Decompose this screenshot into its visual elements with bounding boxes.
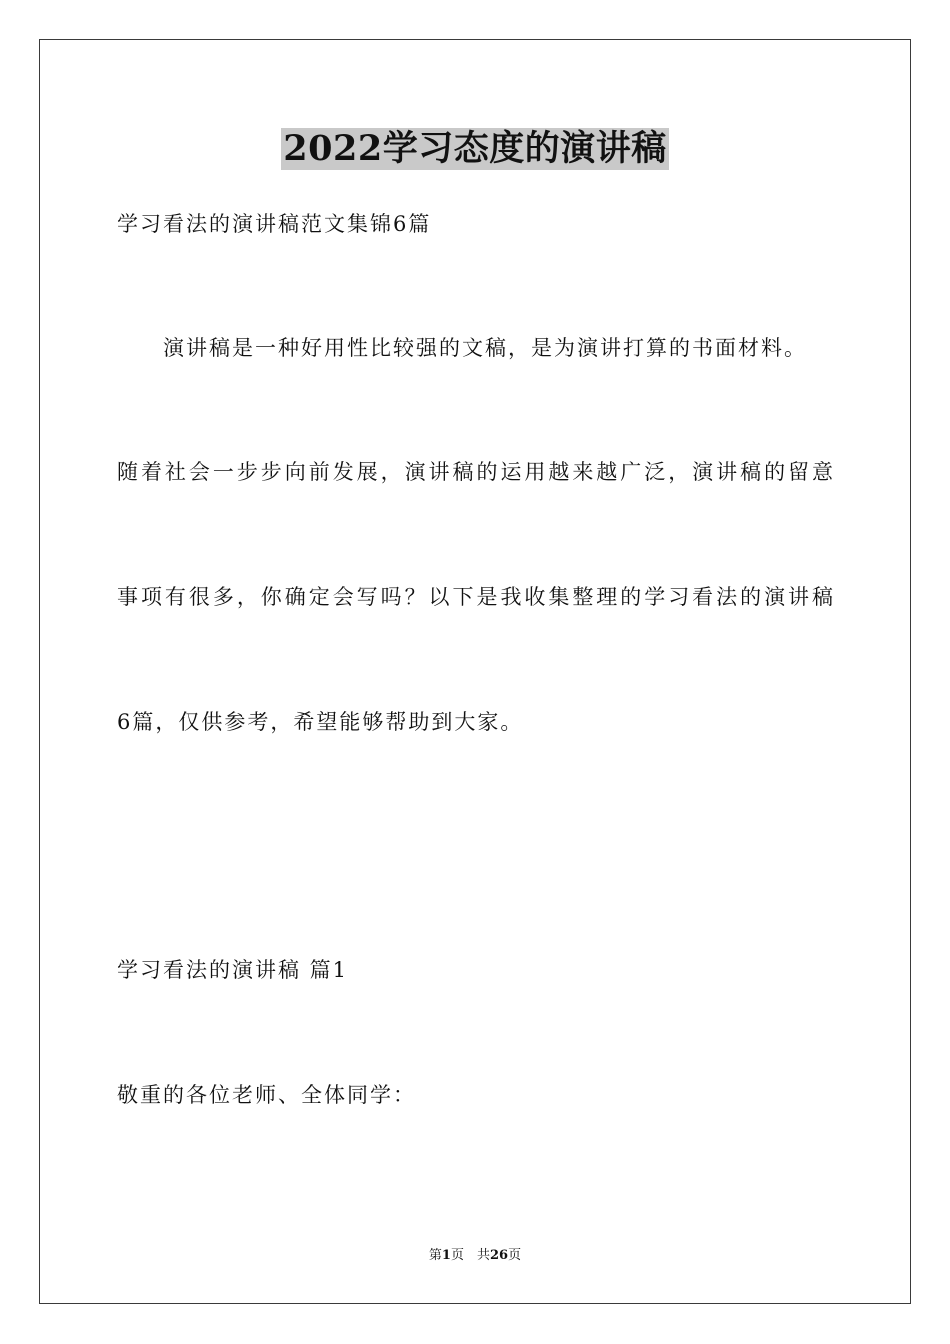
footer-page-prefix: 第 (428, 1248, 442, 1263)
section-heading: 学习看法的演讲稿 篇1 (117, 958, 349, 982)
page-footer (0, 1247, 950, 1265)
title-container (0, 128, 950, 170)
document-subtitle: 学习看法的演讲稿范文集锦6篇 (117, 212, 432, 236)
footer-total-pages: 26 (489, 1248, 509, 1263)
footer-page-suffix: 页 (508, 1248, 522, 1263)
footer-current-page: 1 (441, 1248, 451, 1263)
paragraph-line-2: 随着社会一步步向前发展，演讲稿的运用越来越广泛，演讲稿的留意 (117, 460, 833, 484)
document-title: 2022学习态度的演讲稿 (283, 128, 667, 169)
paragraph-line-3: 事项有很多，你确定会写吗？以下是我收集整理的学习看法的演讲稿 (117, 585, 833, 609)
salutation: 敬重的各位老师、全体同学： (117, 1083, 416, 1107)
paragraph-line-4: 6篇，仅供参考，希望能够帮助到大家。 (117, 710, 524, 734)
paragraph-line-1: 演讲稿是一种好用性比较强的文稿，是为演讲打算的书面材料。 (163, 336, 807, 360)
footer-page-mid: 页 共 (450, 1248, 490, 1263)
